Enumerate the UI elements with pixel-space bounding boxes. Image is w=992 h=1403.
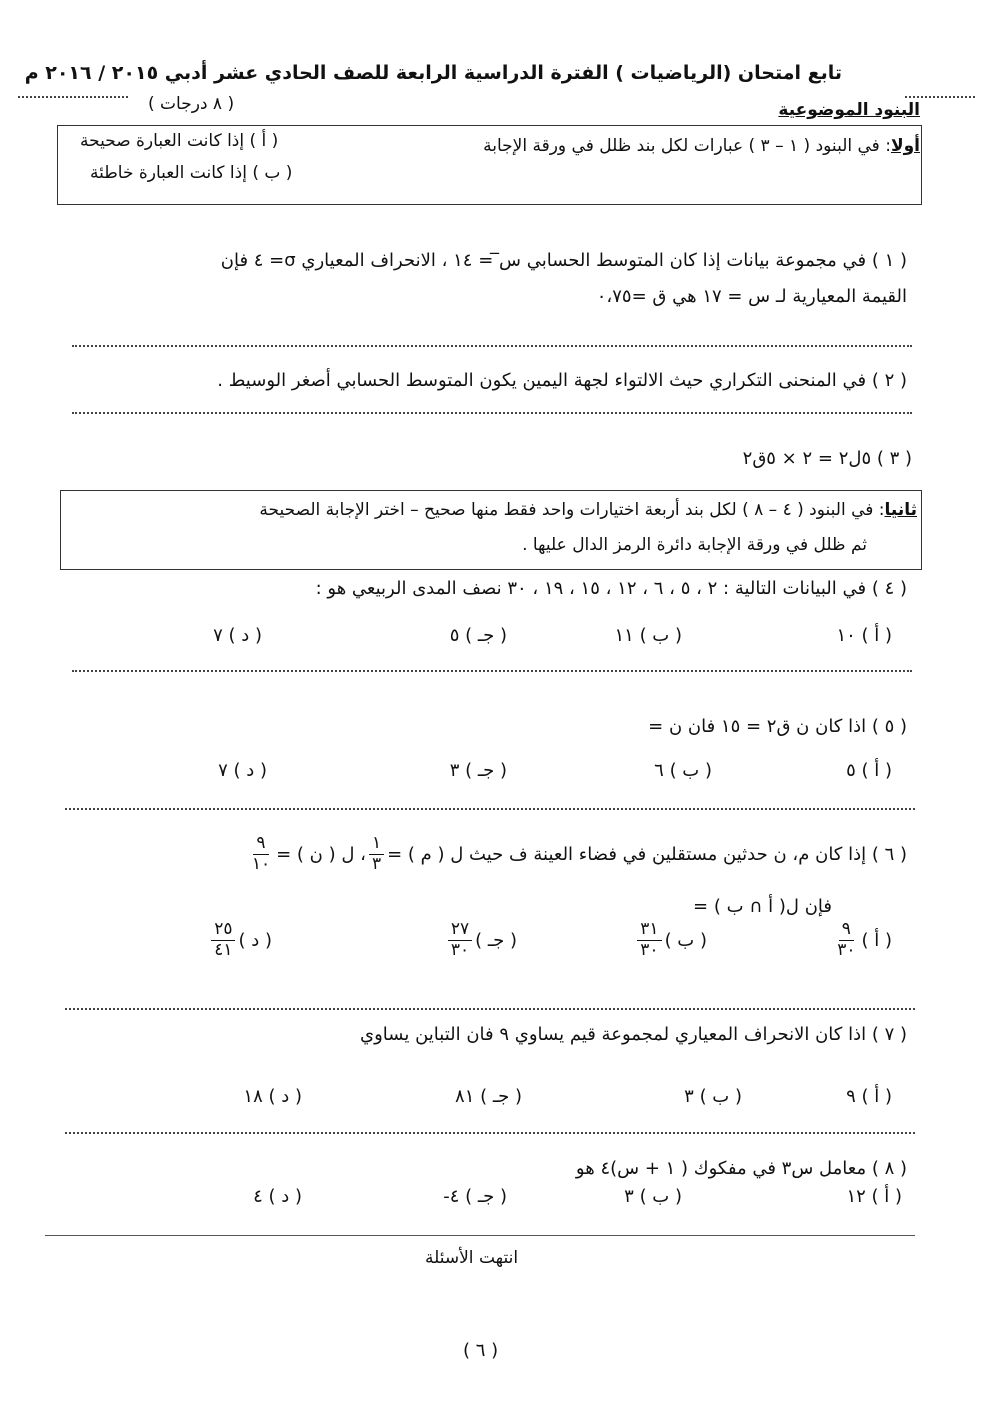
q5-option-b: ( ب ) ٦ (654, 760, 712, 781)
q3-text: ( ٣ ) ٥ل٢ = ٢ × ٥ق٢ (742, 448, 912, 469)
separator (72, 670, 912, 672)
q6-fraction-n (249, 834, 273, 874)
part1-option-b: ( ب ) إذا كانت العبارة خاطئة (90, 163, 293, 183)
q5-option-a: ( أ ) ٥ (846, 760, 892, 781)
q4-text: ( ٤ ) في البيانات التالية : ٢ ، ٥ ، ٦ ، ١٢ ، ١٥ ، ١٩ ، ٣٠ نصف المدى الربيعي هو : (315, 578, 907, 599)
option-fraction (448, 920, 472, 960)
section-title: البنود الموضوعية (778, 100, 920, 120)
fraction-numerator: ٩ (839, 920, 854, 941)
q1-line2: القيمة المعيارية لـ س = ١٧ هي ق =٠،٧٥ (596, 286, 907, 307)
q2-text: ( ٢ ) في المنحنى التكراري حيث الالتواء لجهة اليمين يكون المتوسط الحسابي أصغر الوسيط . (217, 370, 907, 391)
separator (72, 412, 912, 414)
part2-label: ثانيا (884, 500, 917, 520)
marks-label: ( ٨ درجات ) (148, 94, 235, 114)
part2-instruction-text: : في البنود ( ٤ – ٨ ) لكل بند أربعة اختيارات واحد فقط منها صحيح – اختر الإجابة الصحيحة (259, 500, 885, 520)
fraction-numerator: ٩ (253, 834, 268, 855)
exam-title: تابع امتحان (الرياضيات ) الفترة الدراسية الرابعة للصف الحادي عشر أدبي ٢٠١٥ / ٢٠١٦ م (24, 62, 842, 84)
option-label: ( د ) (238, 929, 272, 951)
q6-option-b (634, 920, 707, 960)
q6-text-start: ( ٦ ) إذا كان م، ن حدثين مستقلين في فضاء العينة ف حيث ل ( م ) = (387, 843, 907, 865)
part1-instruction (483, 136, 920, 156)
option-fraction (834, 920, 858, 960)
part2-instruction (259, 500, 917, 520)
separator (65, 1008, 915, 1010)
q7-option-b: ( ب ) ٣ (684, 1086, 742, 1107)
fraction-numerator: ١ (369, 834, 384, 855)
q5-text: ( ٥ ) اذا كان ن ق٢ = ١٥ فان ن = (648, 716, 907, 737)
separator (72, 345, 912, 347)
q6-option-d (208, 920, 272, 960)
q5-option-c: ( جـ ) ٣ (449, 760, 507, 781)
q4-option-a: ( أ ) ١٠ (836, 625, 892, 646)
fraction-denominator: ٤١ (214, 939, 233, 960)
fraction-denominator: ١٠ (251, 853, 271, 874)
q8-option-a: ( أ ) ١٢ (846, 1186, 902, 1207)
page-number: ( ٦ ) (463, 1340, 499, 1361)
q8-option-d: ( د ) ٤ (253, 1186, 302, 1207)
q7-text: ( ٧ ) اذا كان الانحراف المعياري لمجموعة قيم يساوي ٩ فان التباين يساوي (360, 1024, 907, 1045)
separator (65, 1132, 915, 1134)
q6-option-c (445, 920, 517, 960)
fraction-denominator: ٣ (371, 853, 382, 874)
fraction-numerator: ٣١ (637, 920, 661, 941)
q6-option-a (831, 920, 892, 960)
q4-option-c: ( جـ ) ٥ (449, 625, 507, 646)
part2-instruction-2: ثم ظلل في ورقة الإجابة دائرة الرمز الدال عليها . (522, 535, 867, 555)
q8-option-b: ( ب ) ٣ (624, 1186, 682, 1207)
option-fraction (211, 920, 235, 960)
q4-option-b: ( ب ) ١١ (614, 625, 682, 646)
q7-option-c: ( جـ ) ٨١ (455, 1086, 522, 1107)
fraction-numerator: ٢٧ (448, 920, 472, 941)
q7-option-a: ( أ ) ٩ (846, 1086, 892, 1107)
q1-line1: ( ١ ) في مجموعة بيانات إذا كان المتوسط الحسابي س̅ = ١٤ ، الانحراف المعياري σ= ٤ فإن (220, 250, 907, 271)
fraction-denominator: ٣٠ (640, 939, 659, 960)
q7-option-d: ( د ) ١٨ (243, 1086, 302, 1107)
part1-label: أولا (890, 136, 920, 156)
option-label: ( جـ ) (475, 929, 517, 951)
q4-option-d: ( د ) ٧ (213, 625, 262, 646)
q5-option-d: ( د ) ٧ (218, 760, 267, 781)
q6-text (246, 834, 907, 874)
fraction-denominator: ٣٠ (450, 939, 470, 960)
q8-text: ( ٨ ) معامل س٣ في مفكوك ( ١ + س)٤ هو (575, 1158, 907, 1179)
fraction-denominator: ٣٠ (837, 939, 856, 960)
footer-rule (45, 1235, 915, 1236)
separator (65, 808, 915, 810)
option-fraction (637, 920, 661, 960)
end-of-questions: انتهت الأسئلة (425, 1248, 519, 1268)
header-dash-right (905, 96, 975, 98)
q6-text-mid: ، ل ( ن ) = (276, 843, 366, 865)
part1-instruction-text: : في البنود ( ١ – ٣ ) عبارات لكل بند ظلل في ورقة الإجابة (483, 136, 891, 156)
option-label: ( ب ) (664, 929, 707, 951)
q8-option-c: ( جـ ) ٤- (443, 1186, 507, 1207)
header-dash-left (18, 96, 128, 98)
fraction-numerator: ٢٥ (211, 920, 235, 941)
part1-option-a: ( أ ) إذا كانت العبارة صحيحة (80, 131, 279, 151)
option-label: ( أ ) (861, 929, 892, 951)
q6-fraction-m (369, 834, 384, 874)
q6-line2: فإن ل( أ ∩ ب ) = (693, 896, 832, 917)
